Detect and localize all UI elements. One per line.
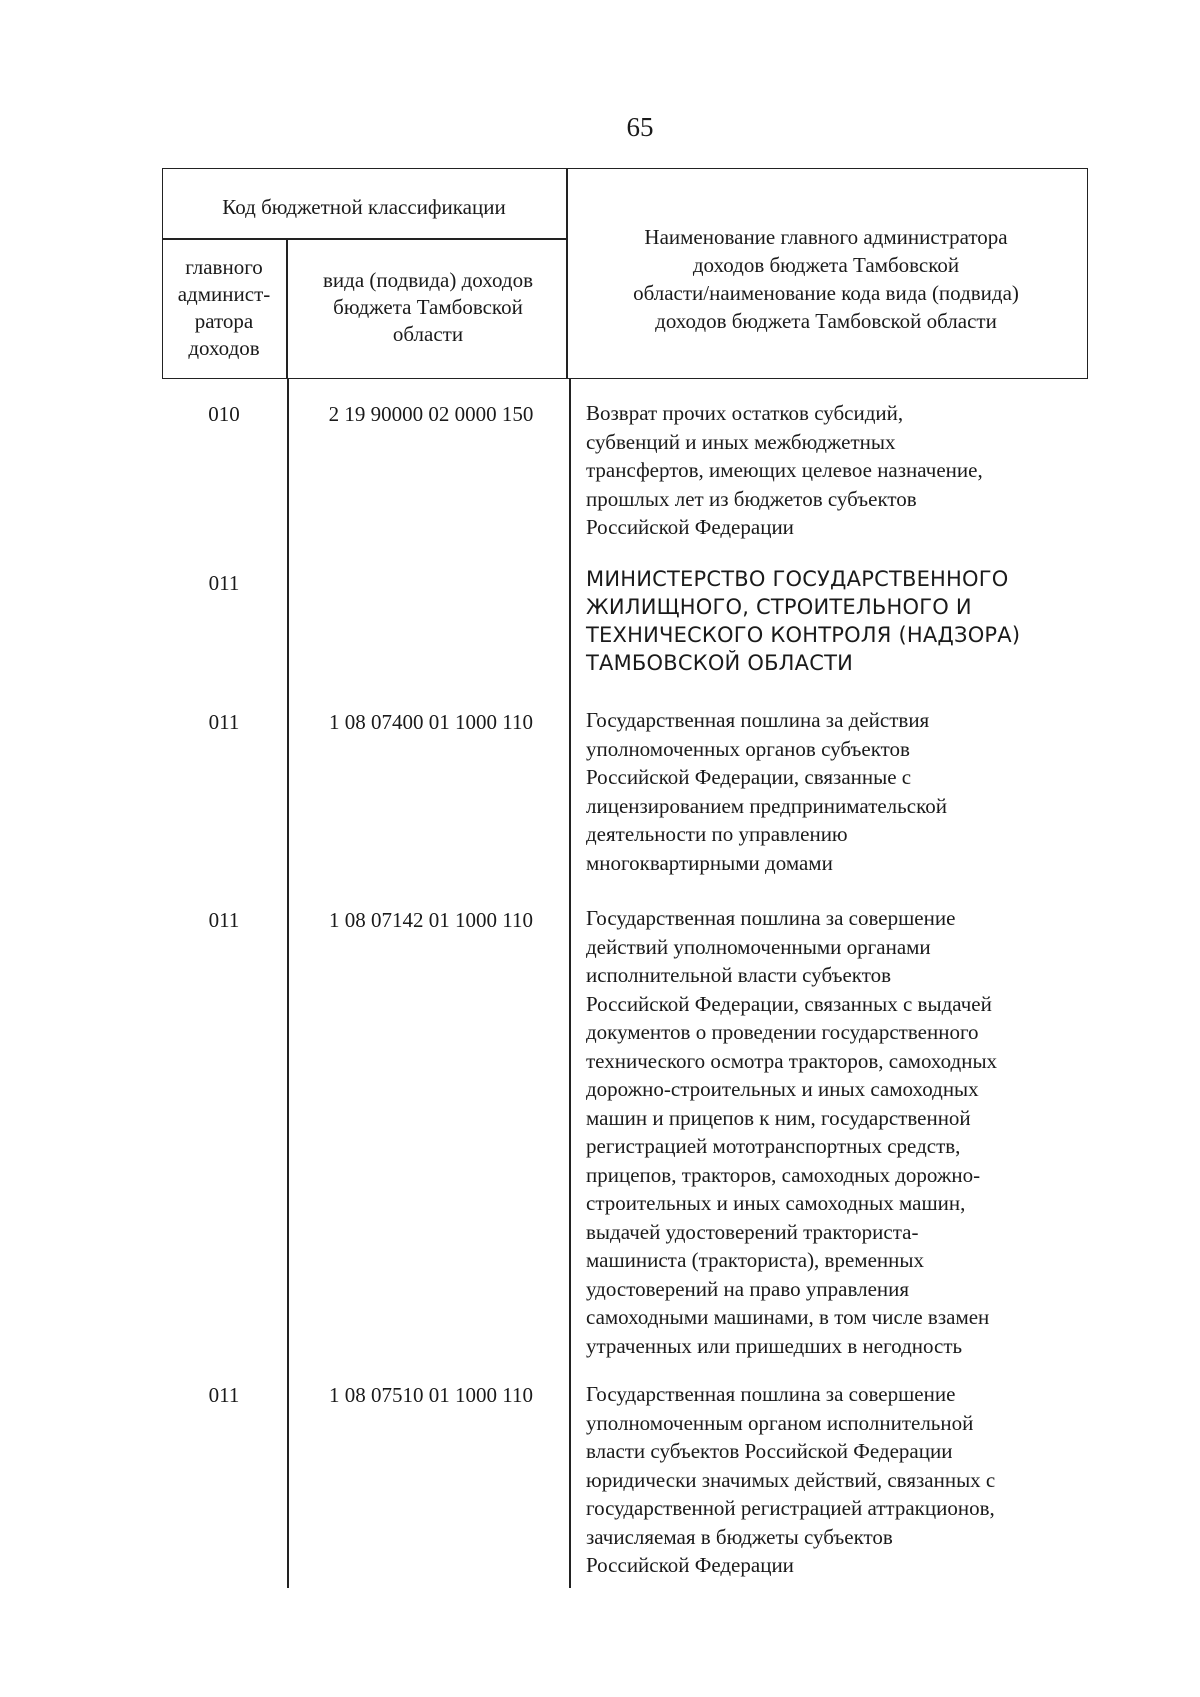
row-4-admin-code: 011: [208, 908, 240, 932]
header-col-divider-1: [286, 238, 288, 378]
header-income-code: вида (подвида) доходов бюджета Тамбовской области: [323, 268, 533, 346]
header-admin-code: главного админист- ратора доходов: [177, 255, 271, 360]
body-col-divider-1: [287, 378, 289, 1588]
row-5-admin-code: 011: [208, 1383, 240, 1407]
row-3-name: Государственная пошлина за действия уполномоченных органов субъектов Российской Федерации, связанные с лицензированием предпринимательской деятельности по управлению многоквартирными домами: [586, 708, 947, 875]
row-5-name: Государственная пошлина за совершение уполномоченным органом исполнительной власти субъектов Российской Федерации юридически значимых действий, связанных с государственной регистрацией аттракционов, зачисляемая в бюджеты субъектов Российской Федерации: [586, 1382, 996, 1577]
page-number: 65: [626, 112, 654, 142]
row-1-income-code: 2 19 90000 02 0000 150: [328, 402, 534, 426]
header-name: Наименование главного администратора доходов бюджета Тамбовской области/наименование кода вида (подвида) доходов бюджета Тамбовской области: [633, 225, 1019, 333]
row-2-admin-code: 011: [208, 571, 240, 595]
row-3-income-code: 1 08 07400 01 1000 110: [329, 710, 533, 734]
row-3-admin-code: 011: [208, 710, 240, 734]
body-col-divider-2: [569, 378, 571, 1588]
header-divider: [162, 238, 568, 240]
row-1-admin-code: 010: [208, 402, 240, 426]
row-5-income-code: 1 08 07510 01 1000 110: [329, 1383, 533, 1407]
row-2-name: МИНИСТЕРСТВО ГОСУДАРСТВЕННОГО ЖИЛИЩНОГО, СТРОИТЕЛЬНОГО И ТЕХНИЧЕСКОГО КОНТРОЛЯ (НАДЗОРА) ТАМБОВСКОЙ ОБЛАСТИ: [586, 567, 1021, 675]
header-group-title: Код бюджетной классификации: [222, 195, 506, 219]
row-4-name: Государственная пошлина за совершение действий уполномоченными органами исполнительной власти субъектов Российской Федерации, связанных с выдачей документов о проведении государственного технического осмотра тракторов, самоходных дорожно-строительных и иных самоходных машин и прицепов к ним, государственной регистрацией мототранспортных средств, прицепов, тракторов, самоходных дорожно- строительных и иных самоходных машин, выдачей удостоверений тракториста- машиниста (тракториста), временных удостоверений на право управления самоходными машинами, в том числе взамен утраченных или пришедших в негодность: [586, 906, 998, 1358]
row-1-name: Возврат прочих остатков субсидий, субвенций и иных межбюджетных трансфертов, имеющих целевое назначение, прошлых лет из бюджетов субъектов Российской Федерации: [586, 401, 983, 539]
row-4-income-code: 1 08 07142 01 1000 110: [329, 908, 533, 932]
